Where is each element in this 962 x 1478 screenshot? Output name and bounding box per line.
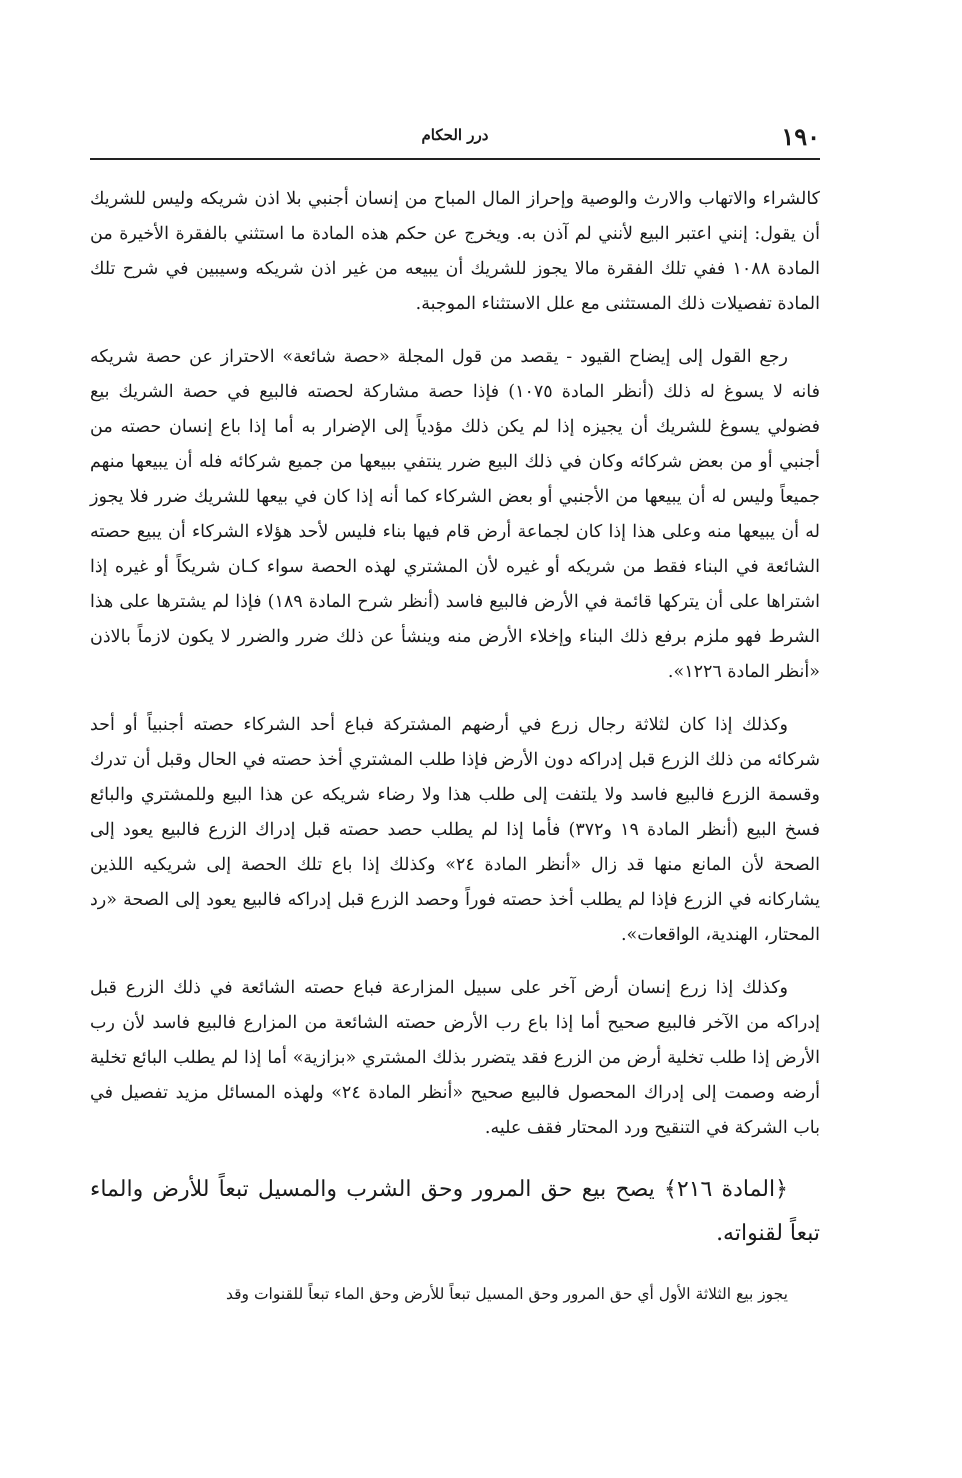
book-page (90, 0, 820, 1478)
paragraph-1: كالشراء والاتهاب والارث والوصية وإحراز المال المباح من إنسان أجنبي بلا اذن شريكه وليس للشريك أن يقول: إنني اعتبر البيع لأنني لم آذن به. ويخرج عن حكم هذه المادة ما استثني بالفقرة الأخيرة من المادة ١٠٨٨ ففي تلك الفقرة مالا يجوز للشريك أن يبيعه من غير اذن شريكه وسيبين في شرح تلك المادة تفصيلات ذلك المستثنى مع علل الاستثناء الموجبة. (90, 189, 820, 314)
running-title: درر الحكام (421, 126, 489, 144)
page-number: ١٩٠ (781, 122, 820, 151)
paragraph-4: وكذلك إذا زرع إنسان أرض آخر على سبيل المزارعة فباع حصته الشائعة في ذلك الزرع قبل إدراكه من الآخر فالبيع صحيح أما إذا باع رب الأرض حصته الشائعة من المزارع فالبيع فاسد لأن رب الأرض إذا طلب تخلية أرض من الزرع فقد يتضرر بذلك المشتري «بزازية» أما إذا لم يطلب البائع تخلية أرضه وصمت إلى إدراك المحصول فالبيع صحيح «أنظر المادة ٢٤» ولهذه المسائل مزيد تفصيل في باب الشركة في التنقيح ورد المحتار فقف عليه. (90, 978, 820, 1138)
paragraph-3: وكذلك إذا كان لثلاثة رجال زرع في أرضهم المشتركة فباع أحد الشركاء حصته أجنبياً أو أحد شركائه من ذلك الزرع قبل إدراكه دون الأرض فإذا طلب المشتري أخذ حصته في الحال وقبل أن تدرك وقسمة الزرع فالبيع فاسد ولا يلتفت إلى طلب هذا ولا رضاء شريكه عن هذا البيع وللمشتري والبائع فسخ البيع (أنظر المادة ١٩ و٣٧٢) فأما إذا لم يطلب حصد حصته قبل إدراك الزرع فالبيع يعود إلى الصحة لأن المانع منها قد زال «أنظر المادة ٢٤» وكذلك إذا باع تلك الحصة إلى شريكيه اللذين يشاركانه في الزرع فإذا لم يطلب أخذ حصته فوراً وحصد الزرع قبل إدراكه فالبيع يعود إلى الصحة «رد المحتار، الهندية، الواقعات». (90, 715, 820, 945)
paragraph-2: رجع القول إلى إيضاح القيود - يقصد من قول المجلة «حصة شائعة» الاحتراز عن حصة شريكه فانه لا يسوغ له ذلك (أنظر المادة ١٠٧٥) فإذا حصة مشاركة لحصته فالبيع في حصة الشريك بيع فضولي يسوغ للشريك أن يجيزه إذا لم يكن ذلك مؤدياً إلى الإضرار به أما إذا باع إنسان حصته من أجنبي أو من بعض شركائه وكان في ذلك البيع ضرر ينتفي ببيعها من جميع شركائه فله أن يبيعها منهم جميعاً وليس له أن يبيعها من الأجنبي أو بعض الشركاء كما أنه إذا كان في بيعها للشريك ضرر فلا يجوز له أن يبيعها منه وعلى هذا إذا كان لجماعة أرض قام فيها بناء فليس لأحد هؤلاء الشركاء أن يبيع حصته الشائعة في البناء فقط من شريكه أو غيره لأن المشتري لهذه الحصة سواء كـان شريكاً أو غيره إذا اشتراها على أن يتركها قائمة في الأرض فالبيع فاسد (أنظر شرح المادة ١٨٩) فإذا لم يشترها على هذا الشرط فهو ملزم برفع ذلك البناء وإخلاء الأرض منه وينشأ عن ذلك ضرر والضرر لا يكون لازماً بالاذن «أنظر المادة ١٢٢٦». (90, 347, 820, 682)
article-216-heading: ﴿المادة ٢١٦﴾ يصح بيع حق المرور وحق الشرب والمسيل تبعاً للأرض والماء تبعاً لقنواته. (90, 1177, 820, 1246)
article-216-commentary: يجوز بيع الثلاثة الأول أي حق المرور وحق المسيل تبعاً للأرض وحق الماء تبعاً للقنوات وقد (226, 1285, 788, 1303)
page-body (90, 182, 820, 1310)
page-header (90, 118, 820, 160)
